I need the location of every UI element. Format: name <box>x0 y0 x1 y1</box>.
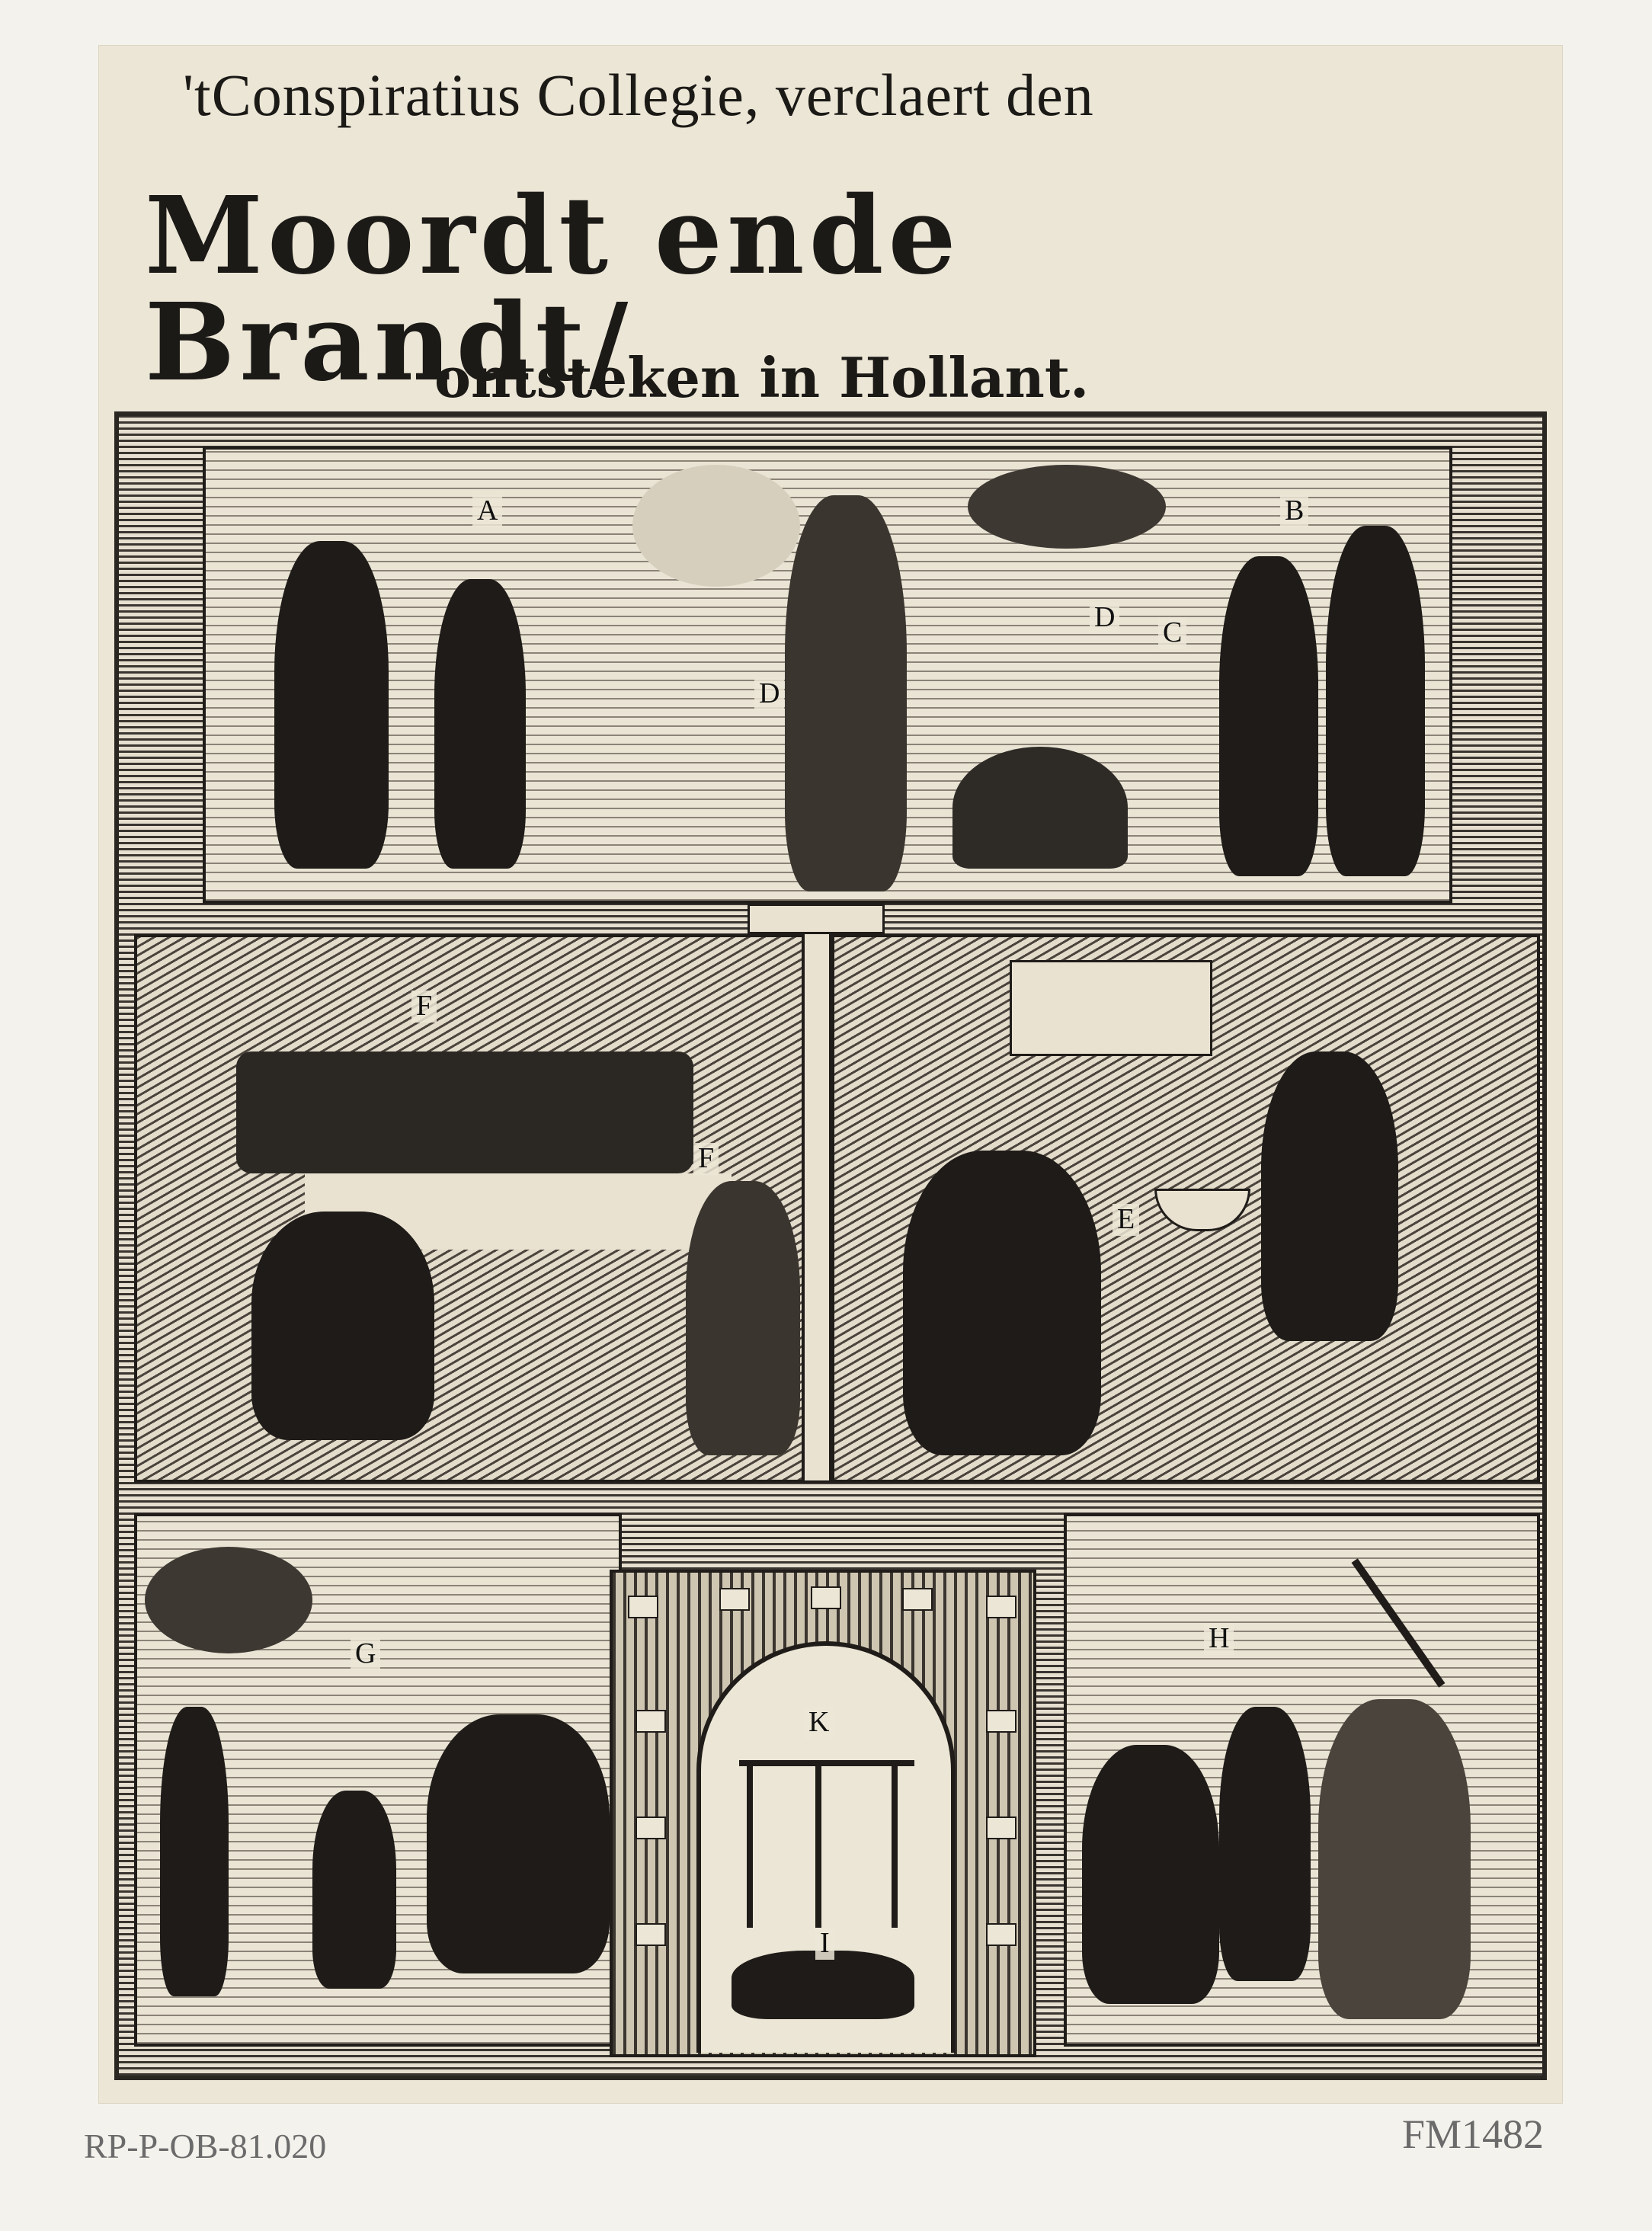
arch-stone <box>986 1596 1016 1618</box>
arch-opening <box>696 1641 956 2053</box>
center-pillar <box>801 904 831 1483</box>
banquet-panel <box>134 934 805 1483</box>
smoke-cloud <box>632 465 800 587</box>
top-scene-panel <box>203 447 1452 904</box>
label-a: A <box>472 495 502 527</box>
figure-b-group-2 <box>1326 526 1425 876</box>
central-armored-figure <box>785 495 907 891</box>
justice-figure <box>1318 1699 1471 2019</box>
catalog-number: RP-P-OB-81.020 <box>84 2127 327 2165</box>
tree <box>145 1547 312 1653</box>
arch-stone <box>902 1588 933 1611</box>
pillar-capital <box>748 904 885 934</box>
title-line-1: 'tConspiratius Collegie, verclaert den <box>183 62 1094 128</box>
gallows-post-1 <box>747 1760 753 1928</box>
seated-figures <box>236 1051 693 1173</box>
label-d-right: D <box>1090 602 1119 634</box>
arch-stone <box>811 1586 841 1609</box>
label-i: I <box>815 1928 834 1960</box>
execution-scene <box>732 1951 914 2019</box>
kneeling-figure <box>312 1791 396 1989</box>
arch-stone <box>628 1596 658 1618</box>
justice-sword <box>1352 1558 1446 1688</box>
pencil-mark: FM1482 <box>1402 2111 1545 2157</box>
brick-arch <box>610 1570 1036 2057</box>
label-g: G <box>351 1638 380 1670</box>
kitchen-panel <box>831 934 1540 1483</box>
arch-stone <box>636 1816 666 1839</box>
standing-official <box>160 1707 229 1996</box>
figure-a-right <box>434 579 526 869</box>
execution-panel-g <box>134 1513 622 2047</box>
crowd-g <box>427 1714 610 1973</box>
chained-prisoners <box>1082 1745 1219 2004</box>
standing-woman <box>686 1181 800 1455</box>
justice-panel-h <box>1064 1513 1540 2047</box>
foreground-figure <box>251 1212 434 1440</box>
dark-cloud <box>968 465 1166 549</box>
title-line-2: Moordt ende Brandt/ <box>145 174 961 405</box>
label-f-table: F <box>693 1143 719 1175</box>
arch-stone <box>636 1923 666 1946</box>
bowl <box>1154 1189 1250 1231</box>
arch-stone <box>719 1588 750 1611</box>
label-e: E <box>1113 1204 1139 1236</box>
title-line-3: ontsteken in Hollant. <box>434 345 1090 410</box>
seated-man <box>1261 1051 1398 1341</box>
gallows-post-3 <box>892 1760 898 1928</box>
label-d-left: D <box>754 678 784 710</box>
arch-stone <box>986 1816 1016 1839</box>
angel-figure <box>1219 1707 1311 1981</box>
cart <box>952 747 1128 869</box>
arch-stone <box>986 1710 1016 1733</box>
gallows-beam <box>739 1760 914 1766</box>
label-h: H <box>1204 1623 1234 1655</box>
figure-b-group-1 <box>1219 556 1318 876</box>
label-b: B <box>1280 495 1308 527</box>
cook-figure <box>903 1151 1101 1455</box>
label-c: C <box>1158 617 1186 649</box>
figure-a-left <box>274 541 389 869</box>
gallows-post-2 <box>815 1760 821 1928</box>
label-k: K <box>804 1707 834 1739</box>
chimney <box>1010 960 1212 1056</box>
label-f-top: F <box>411 991 437 1023</box>
arch-stone <box>636 1710 666 1733</box>
arch-stone <box>986 1923 1016 1946</box>
